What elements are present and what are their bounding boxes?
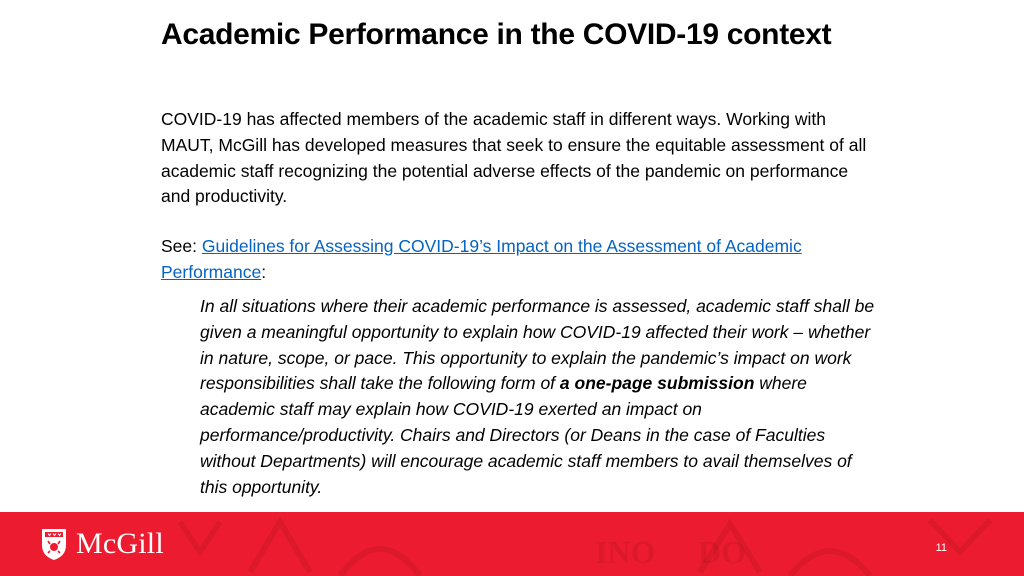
guidelines-quote (200, 294, 880, 500)
slide-title: Academic Performance in the COVID-19 context (161, 18, 832, 51)
quote-part-1: In all situations where their academic performance is assessed, academic staff shall be given a meaningful opportunity to explain how COVID-19 affected their work – whether in nature, scope, or pace. This opportunity to explain the pandemic’s impact on work responsibilities shall take the following form of (200, 296, 875, 394)
see-line (161, 234, 881, 286)
see-suffix: : (261, 261, 267, 282)
crest-icon (40, 527, 68, 561)
page-number: 11 (935, 542, 947, 554)
guidelines-link[interactable]: Guidelines for Assessing COVID-19’s Impact on the Assessment of Academic Performance (161, 236, 802, 282)
logo-text: McGill (76, 527, 164, 560)
watermark-text-2: DO (698, 534, 746, 570)
quote-emphasis: a one-page submission (559, 373, 755, 394)
quote-part-2: where academic staff may explain how COVID-19 exerted an impact on performance/productivity. Chairs and Directors (or Deans in the case of Faculties without Departments) will encourage academic staff members to avail themselves of this opportunity. (200, 373, 852, 497)
body-paragraph: COVID-19 has affected members of the academic staff in different ways. Working with MAUT, McGill has developed measures that seek to ensure the equitable assessment of all academic staff recognizing the potential adverse effects of the pandemic on performance and productivity. (161, 109, 867, 207)
footer-band (0, 512, 1024, 576)
mcgill-logo[interactable] (40, 526, 164, 562)
watermark-text-1: INO (595, 534, 656, 570)
see-prefix: See: (161, 236, 202, 256)
